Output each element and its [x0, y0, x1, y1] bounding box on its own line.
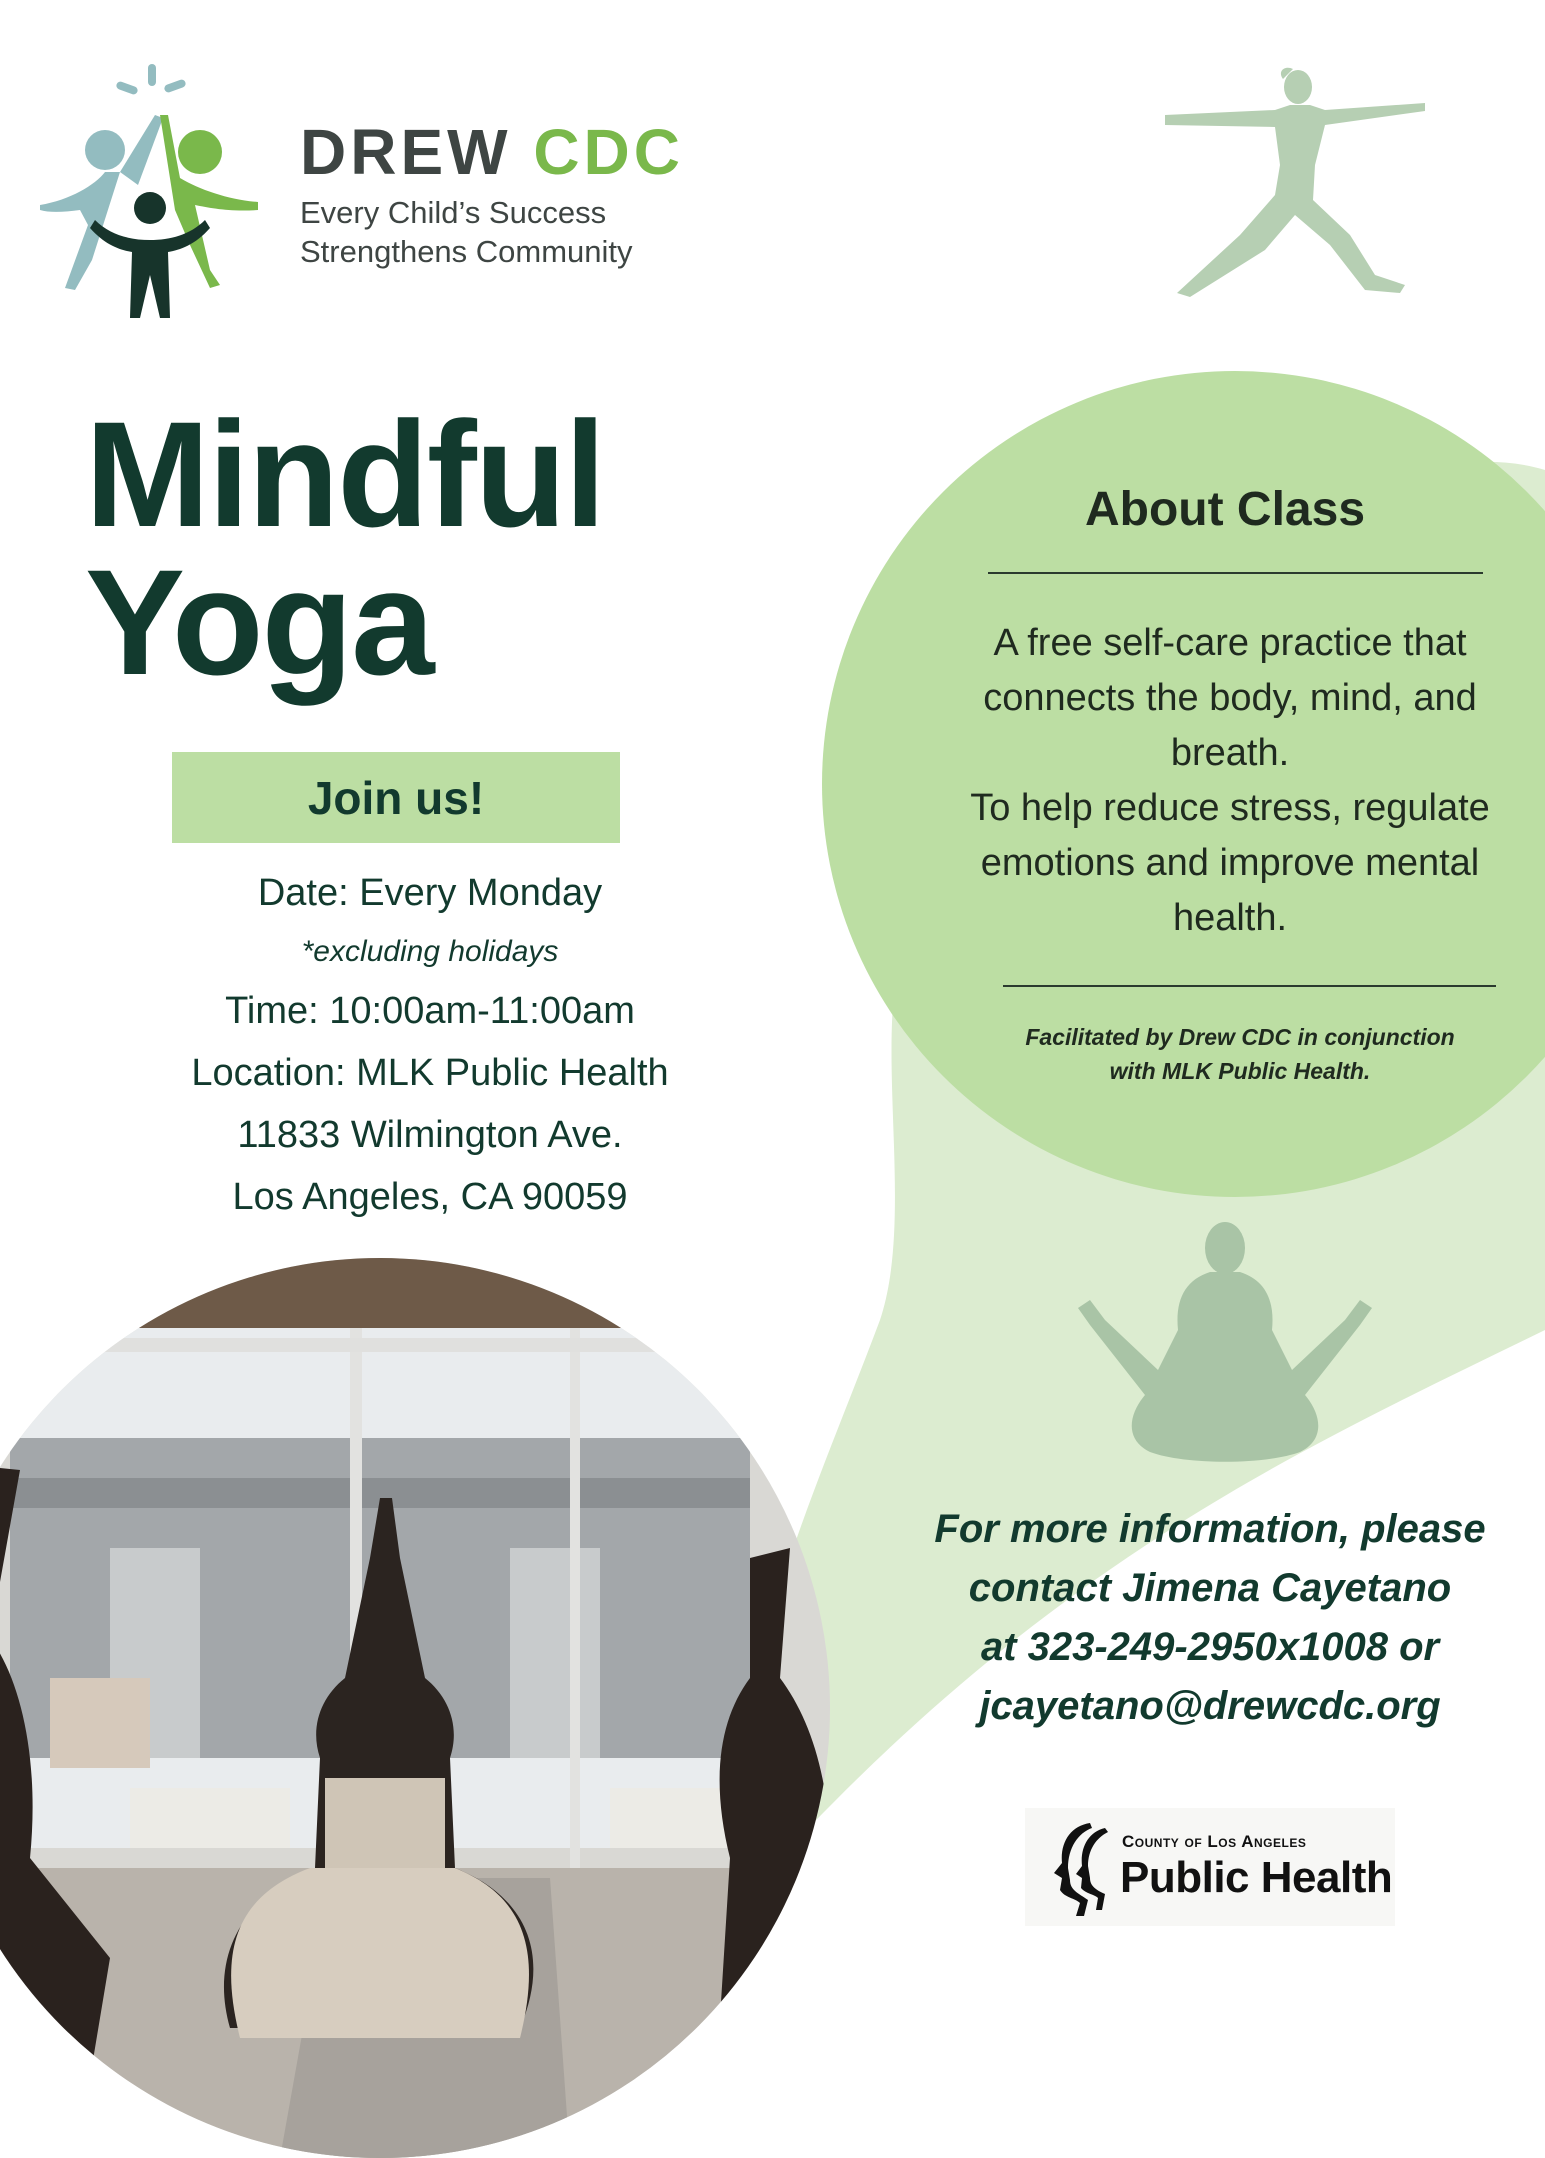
class-date-note: *excluding holidays: [301, 935, 559, 968]
about-body-line: A free self-care practice that: [993, 622, 1467, 664]
about-divider: [1003, 985, 1496, 987]
brand-name-primary: DREW: [300, 116, 512, 188]
contact-info: [920, 1500, 1500, 1736]
public-health-county-text: County of Los Angeles: [1122, 1832, 1307, 1851]
brand-tagline: [300, 193, 633, 271]
brand-tagline-line: Strengthens Community: [300, 234, 633, 269]
class-time: Time: 10:00am-11:00am: [225, 990, 635, 1032]
brand-name-accent: CDC: [533, 116, 684, 188]
contact-line: For more information, please: [934, 1507, 1486, 1551]
about-body-line: connects the body, mind, and: [983, 677, 1477, 719]
brand-tagline-line: Every Child’s Success: [300, 195, 607, 230]
about-heading: About Class: [1084, 483, 1366, 536]
yoga-warrior-icon: [1165, 65, 1425, 305]
public-health-profiles-icon: [1050, 1818, 1122, 1918]
about-divider: [988, 572, 1483, 574]
title-line: Mindful: [85, 390, 605, 558]
address-line: 11833 Wilmington Ave.: [237, 1114, 623, 1156]
drew-cdc-logo-icon: [30, 60, 270, 320]
contact-phone[interactable]: at 323-249-2950x1008 or: [980, 1625, 1440, 1669]
title-line: Yoga: [85, 538, 433, 706]
about-body-line: emotions and improve mental: [980, 842, 1480, 884]
class-location: Location: MLK Public Health: [191, 1052, 669, 1094]
class-date: Date: Every Monday: [257, 872, 603, 914]
about-body-line: health.: [1172, 897, 1288, 939]
about-body-line: To help reduce stress, regulate: [970, 787, 1490, 829]
public-health-name-text: Public Health: [1120, 1853, 1393, 1902]
yoga-class-photo: [0, 1258, 830, 2158]
join-banner: Join us!: [172, 752, 620, 843]
about-body-line: breath.: [1170, 732, 1290, 774]
about-credit: [995, 1020, 1485, 1088]
contact-email-link[interactable]: jcayetano@drewcdc.org: [979, 1684, 1441, 1728]
page-title: [85, 390, 605, 706]
brand-name: [300, 115, 684, 189]
address-line: Los Angeles, CA 90059: [232, 1176, 628, 1218]
yoga-lotus-icon: [1060, 1220, 1390, 1470]
about-credit-line: Facilitated by Drew CDC in conjunction: [1025, 1024, 1455, 1050]
about-credit-line: with MLK Public Health.: [1109, 1058, 1371, 1084]
contact-line: contact Jimena Cayetano: [968, 1566, 1452, 1610]
about-body: [935, 616, 1525, 946]
